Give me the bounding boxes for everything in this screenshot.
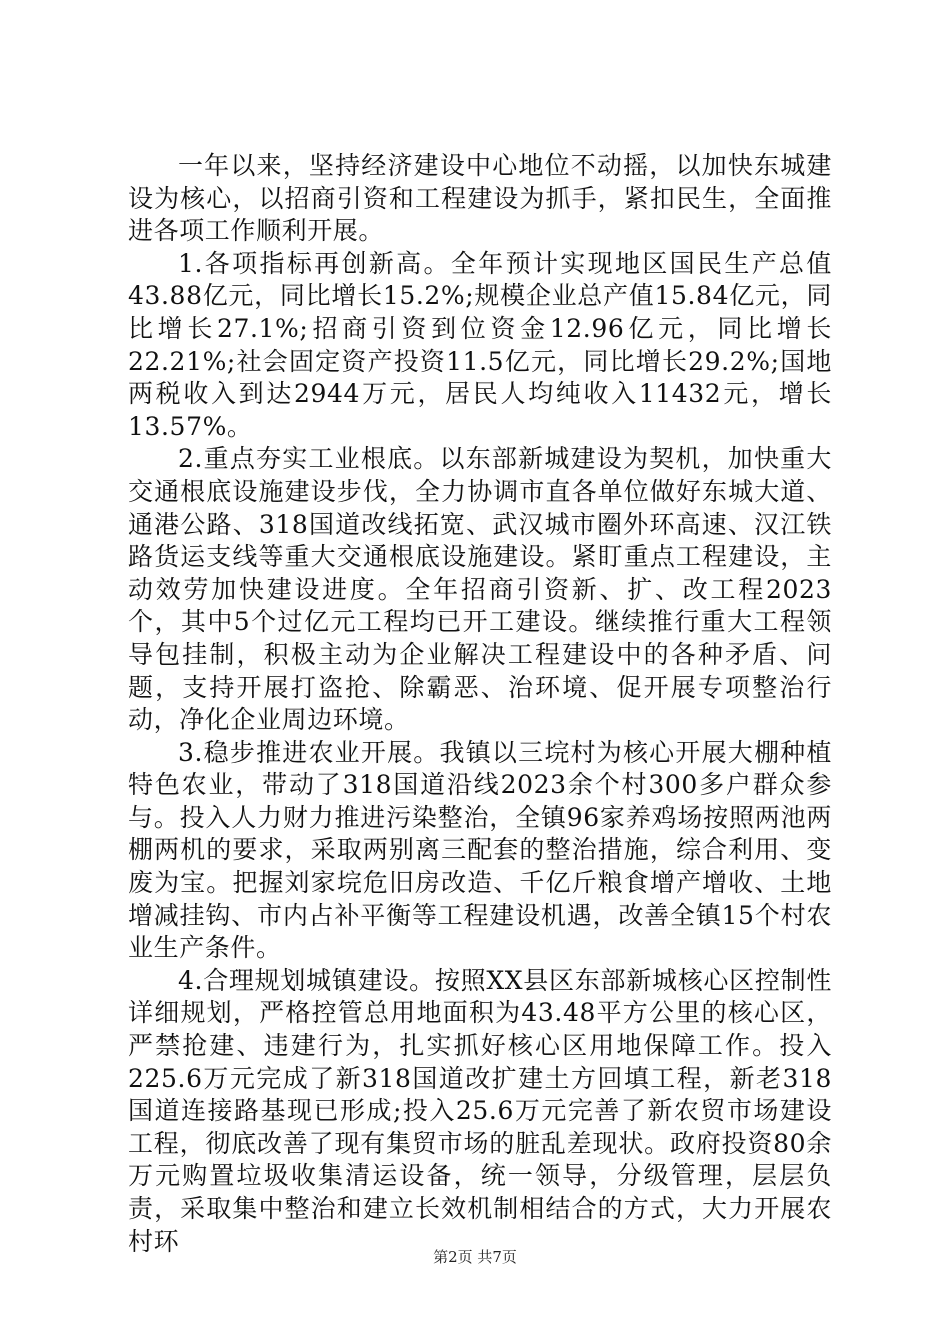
paragraph-industry: 2.重点夯实工业根底。以东部新城建设为契机，加快重大交通根底设施建设步伐，全力协调市直各单位做好东城大道、通港公路、318国道改线拓宽、武汉城市圈外环高速、汉江铁路货运支线等重大交通根底设施建设。紧盯重点工程建设，主动效劳加快建设进度。全年招商引资新、扩、改工程2023个，其中5个过亿元工程均已开工建设。继续推行重大工程领导包挂制，积极主动为企业解决工程建设中的各种矛盾、问题，支持开展打盗抢、除霸恶、治环境、促开展专项整治行动，净化企业周边环境。 bbox=[128, 444, 832, 735]
paragraph-indicators: 1.各项指标再创新高。全年预计实现地区国民生产总值43.88亿元，同比增长15.2%;规模企业总产值15.84亿元，同比增长27.1%;招商引资到位资金12.96亿元，同比增长22.21%;社会固定资产投资11.5亿元，同比增长29.2%;国地两税收入到达2944万元，居民人均纯收入11432元，增长13.57%。 bbox=[128, 248, 832, 441]
paragraph-urban-planning: 4.合理规划城镇建设。按照XX县区东部新城核心区控制性详细规划，严格控管总用地面积为43.48平方公里的核心区，严禁抢建、违建行为，扎实抓好核心区用地保障工作。投入225.6万元完成了新318国道改扩建土方回填工程，新老318国道连接路基现已形成;投入25.6万元完善了新农贸市场建设工程，彻底改善了现有集贸市场的脏乱差现状。政府投资80余万元购置垃圾收集清运设备，统一领导，分级管理，层层负责，采取集中整治和建立长效机制相结合的方式，大力开展农村环 bbox=[128, 965, 832, 1256]
paragraph-intro: 一年以来，坚持经济建设中心地位不动摇，以加快东城建设为核心，以招商引资和工程建设为抓手，紧扣民生，全面推进各项工作顺利开展。 bbox=[128, 151, 832, 246]
page-footer: 第2页 共7页 bbox=[433, 1248, 517, 1266]
paragraph-agriculture: 3.稳步推进农业开展。我镇以三垸村为核心开展大棚种植特色农业，带动了318国道沿线2023余个村300多户群众参与。投入人力财力推进污染整治，全镇96家养鸡场按照两池两棚两机的要求，采取两别离三配套的整治措施，综合利用、变废为宝。把握刘家垸危旧房改造、千亿斤粮食增产增收、土地增减挂钩、市内占补平衡等工程建设机遇，改善全镇15个村农业生产条件。 bbox=[128, 737, 832, 963]
document-body bbox=[128, 150, 832, 1258]
